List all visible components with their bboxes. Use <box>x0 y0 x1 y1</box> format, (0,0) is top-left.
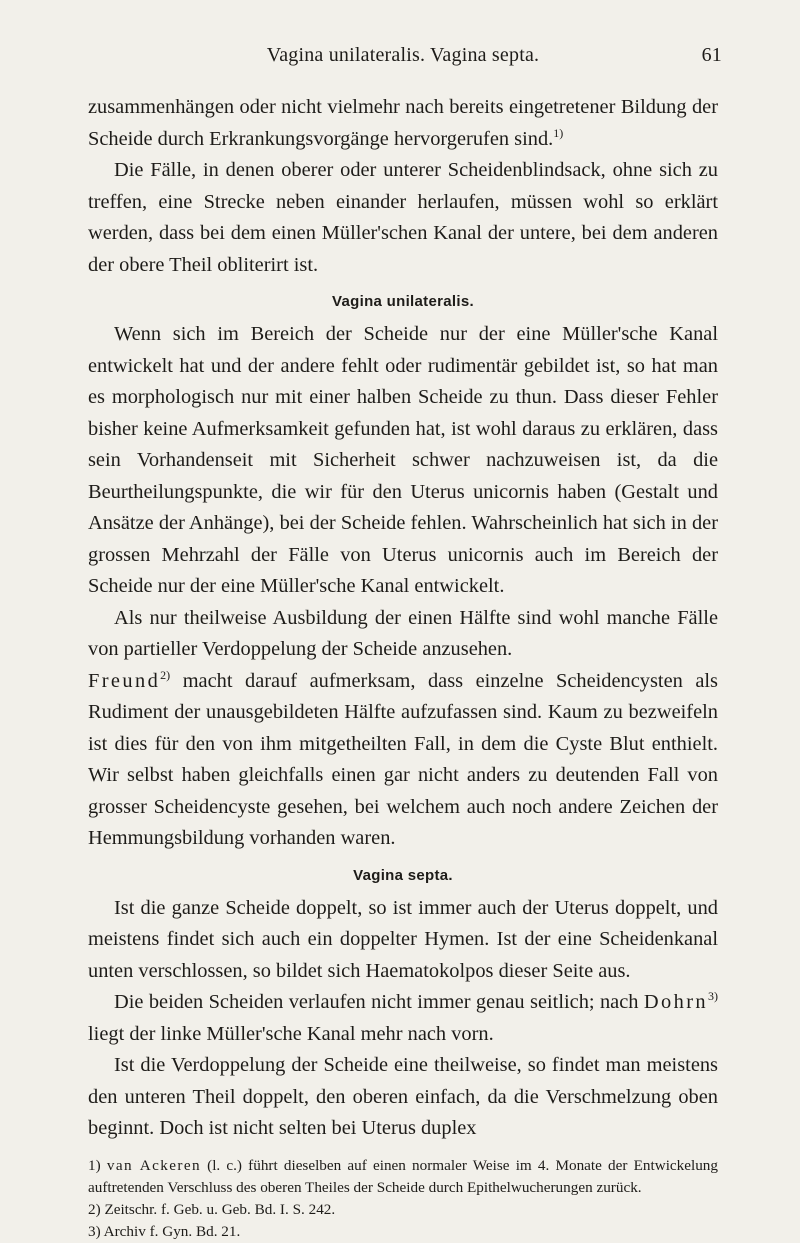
footnote-ref: 3) <box>707 989 718 1004</box>
paragraph-text: liegt der linke Müller'sche Kanal mehr nach vorn. <box>88 1022 494 1045</box>
paragraph <box>88 987 718 1050</box>
section-heading-septa: Vagina septa. <box>353 866 453 884</box>
footnote-ref: 2) <box>160 667 171 682</box>
footnote-2: 2) Zeitschr. f. Geb. u. Geb. Bd. I. S. 242. <box>88 1200 336 1218</box>
footnote-number: 1) <box>88 1156 101 1174</box>
paragraph: Die Fälle, in denen oberer oder unterer Scheidenblindsack, ohne sich zu treffen, eine Strecke neben einander herlaufen, müssen wohl so erklärt werden, dass bei dem einen Müller'schen Kanal der untere, bei dem anderen der obere Theil obliterirt ist. <box>88 159 718 276</box>
paragraph: Ist die Verdoppelung der Scheide eine theilweise, so findet man meistens den unteren Theil doppelt, den oberen einfach, da die Verschmelzung oben beginnt. Doch ist nicht selten bei Uterus duplex <box>88 1054 718 1139</box>
paragraph: Wenn sich im Bereich der Scheide nur der eine Müller'sche Kanal entwickelt hat und der andere fehlt oder rudimentär gebildet ist, so hat man es morphologisch nur mit einer halben Scheide zu thun. Dass dieser Fehler bisher keine Aufmerksamkeit gefunden hat, ist wohl daraus zu erklären, dass sein Vorhandenseit mit Sicherheit schwer nachzuweisen ist, da die Beurtheilungspunkte, die wir für den Uterus unicornis haben (Gestalt und Ansätze der Anhänge), bei der Scheide fehlen. Wahrscheinlich hat sich in der grossen Mehrzahl der Fälle von Uterus unicornis auch im Bereich der Scheide nur der eine Müller'sche Kanal entwickelt. <box>88 323 718 597</box>
paragraph-continuation <box>88 92 718 155</box>
paragraph: Als nur theilweise Ausbildung der einen Hälfte sind wohl manche Fälle von partieller Verdoppelung der Scheide anzusehen. <box>88 606 718 660</box>
page-number: 61 <box>701 44 722 66</box>
footnote-ref: 1) <box>553 125 564 140</box>
footnote-author: van Ackeren <box>106 1156 201 1174</box>
paragraph-text: macht darauf aufmerksam, dass einzelne Scheidencysten als Rudiment der unausgebildeten Hälfte aufzufassen sind. Kaum zu bezweifeln ist dies für den von ihm mitgetheilten Fall, in dem die Cyste Blut enthielt. Wir selbst haben gleichfalls einen gar nicht anders zu deutenden Fall von grosser Scheidencyste gesehen, bei welchem auch noch andere Zeichen der Hemmungsbildung vorhanden waren. <box>88 669 718 849</box>
paragraph <box>88 666 718 855</box>
footnotes <box>88 1155 718 1243</box>
paragraph: Ist die ganze Scheide doppelt, so ist immer auch der Uterus doppelt, und meistens findet sich auch ein doppelter Hymen. Ist der eine Scheidenkanal unten verschlossen, so bildet sich Haematokolpos dieser Seite aus. <box>88 896 718 982</box>
author-name: Dohrn <box>643 991 708 1013</box>
paragraph-text: Die beiden Scheiden verlaufen nicht immer genau seitlich; nach <box>114 991 639 1013</box>
footnote-text: (l. c.) führt dieselben auf einen normaler Weise im 4. Monate der Entwickelung auftretenden Verschluss des oberen Theiles der Scheide durch Epithelwucherungen zurück. <box>88 1156 718 1196</box>
author-name: Freund <box>88 669 161 692</box>
section-heading-unilateralis: Vagina unilateralis. <box>332 293 474 310</box>
paragraph-text: zusammenhängen oder nicht vielmehr nach bereits eingetretener Bildung der Scheide durch Erkrankungsvorgänge hervorgerufen sind. <box>88 96 718 150</box>
running-head-title: Vagina unilateralis. Vagina septa. <box>266 44 540 66</box>
footnote-1 <box>88 1155 718 1199</box>
running-head <box>88 44 722 76</box>
footnote-3: 3) Archiv f. Gyn. Bd. 21. <box>88 1222 241 1240</box>
